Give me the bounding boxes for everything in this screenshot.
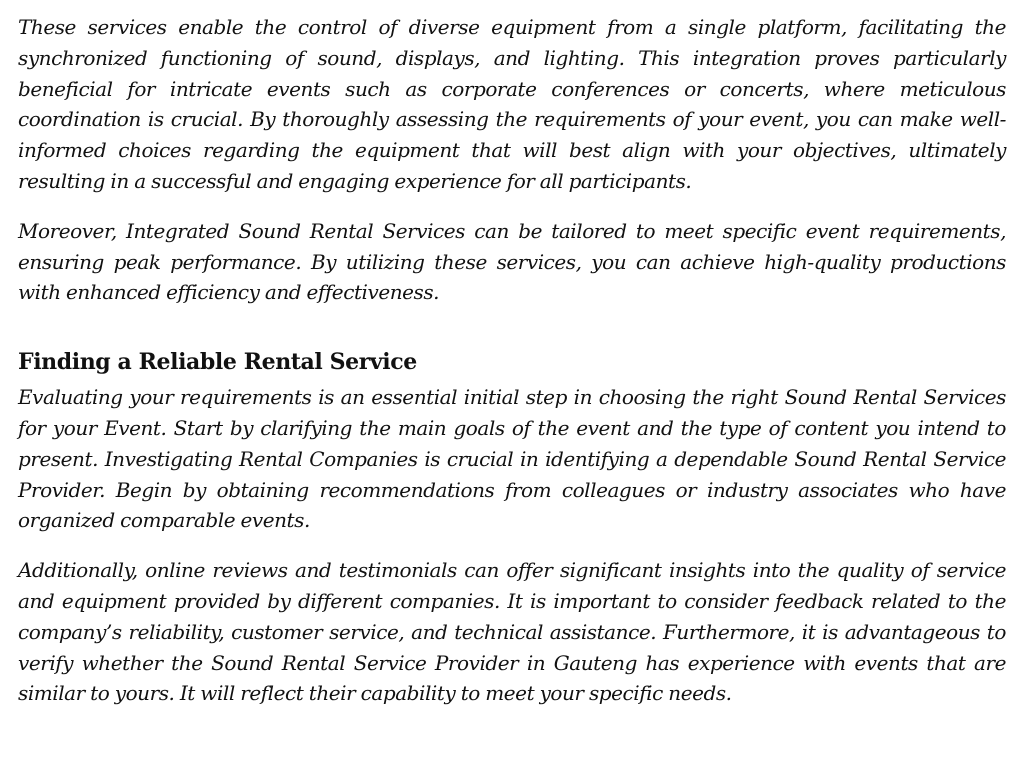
paragraph-spacer — [18, 536, 1006, 555]
paragraph-equipment-control: These services enable the control of diverse equipment from a single platform, facilitating the synchronized functioning of sound, displays, and lighting. This integration proves particularly beneficial for intricate events such as corporate conferences or concerts, where meticulous coordination is crucial. By thoroughly assessing the requirements of your event, you can make well-informed choices regarding the equipment that will best align with your objectives, ultimately resulting in a successful and engaging experience for all participants. — [18, 15, 1006, 193]
paragraph-spacer — [18, 197, 1006, 216]
paragraph-evaluating-requirements: Evaluating your requirements is an essential initial step in choosing the right Sound Rental Services for your Event. Start by clarifying the main goals of the event and the type of content you intend to present. Investigating Rental Companies is crucial in identifying a dependable Sound Rental Service Provider. Begin by obtaining recommendations from colleagues or industry associates who have organized comparable events. — [18, 385, 1006, 533]
paragraph-online-reviews: Additionally, online reviews and testimonials can offer significant insights into the quality of service and equipment provided by different companies. It is important to consider feedback related to the company’s reliability, customer service, and technical assistance. Furthermore, it is advantageous to verify whether the Sound Rental Service Provider in Gauteng has experience with events that are similar to yours. It will reflect their capability to meet your specific needs. — [18, 558, 1006, 706]
section-heading: Finding a Reliable Rental Service — [18, 349, 417, 376]
section-spacer — [18, 308, 1006, 348]
paragraph-integrated-services: Moreover, Integrated Sound Rental Services can be tailored to meet specific event requirements, ensuring peak performance. By utilizing these services, you can achieve high-quality productions with enhanced efficiency and effectiveness. — [18, 218, 1006, 305]
